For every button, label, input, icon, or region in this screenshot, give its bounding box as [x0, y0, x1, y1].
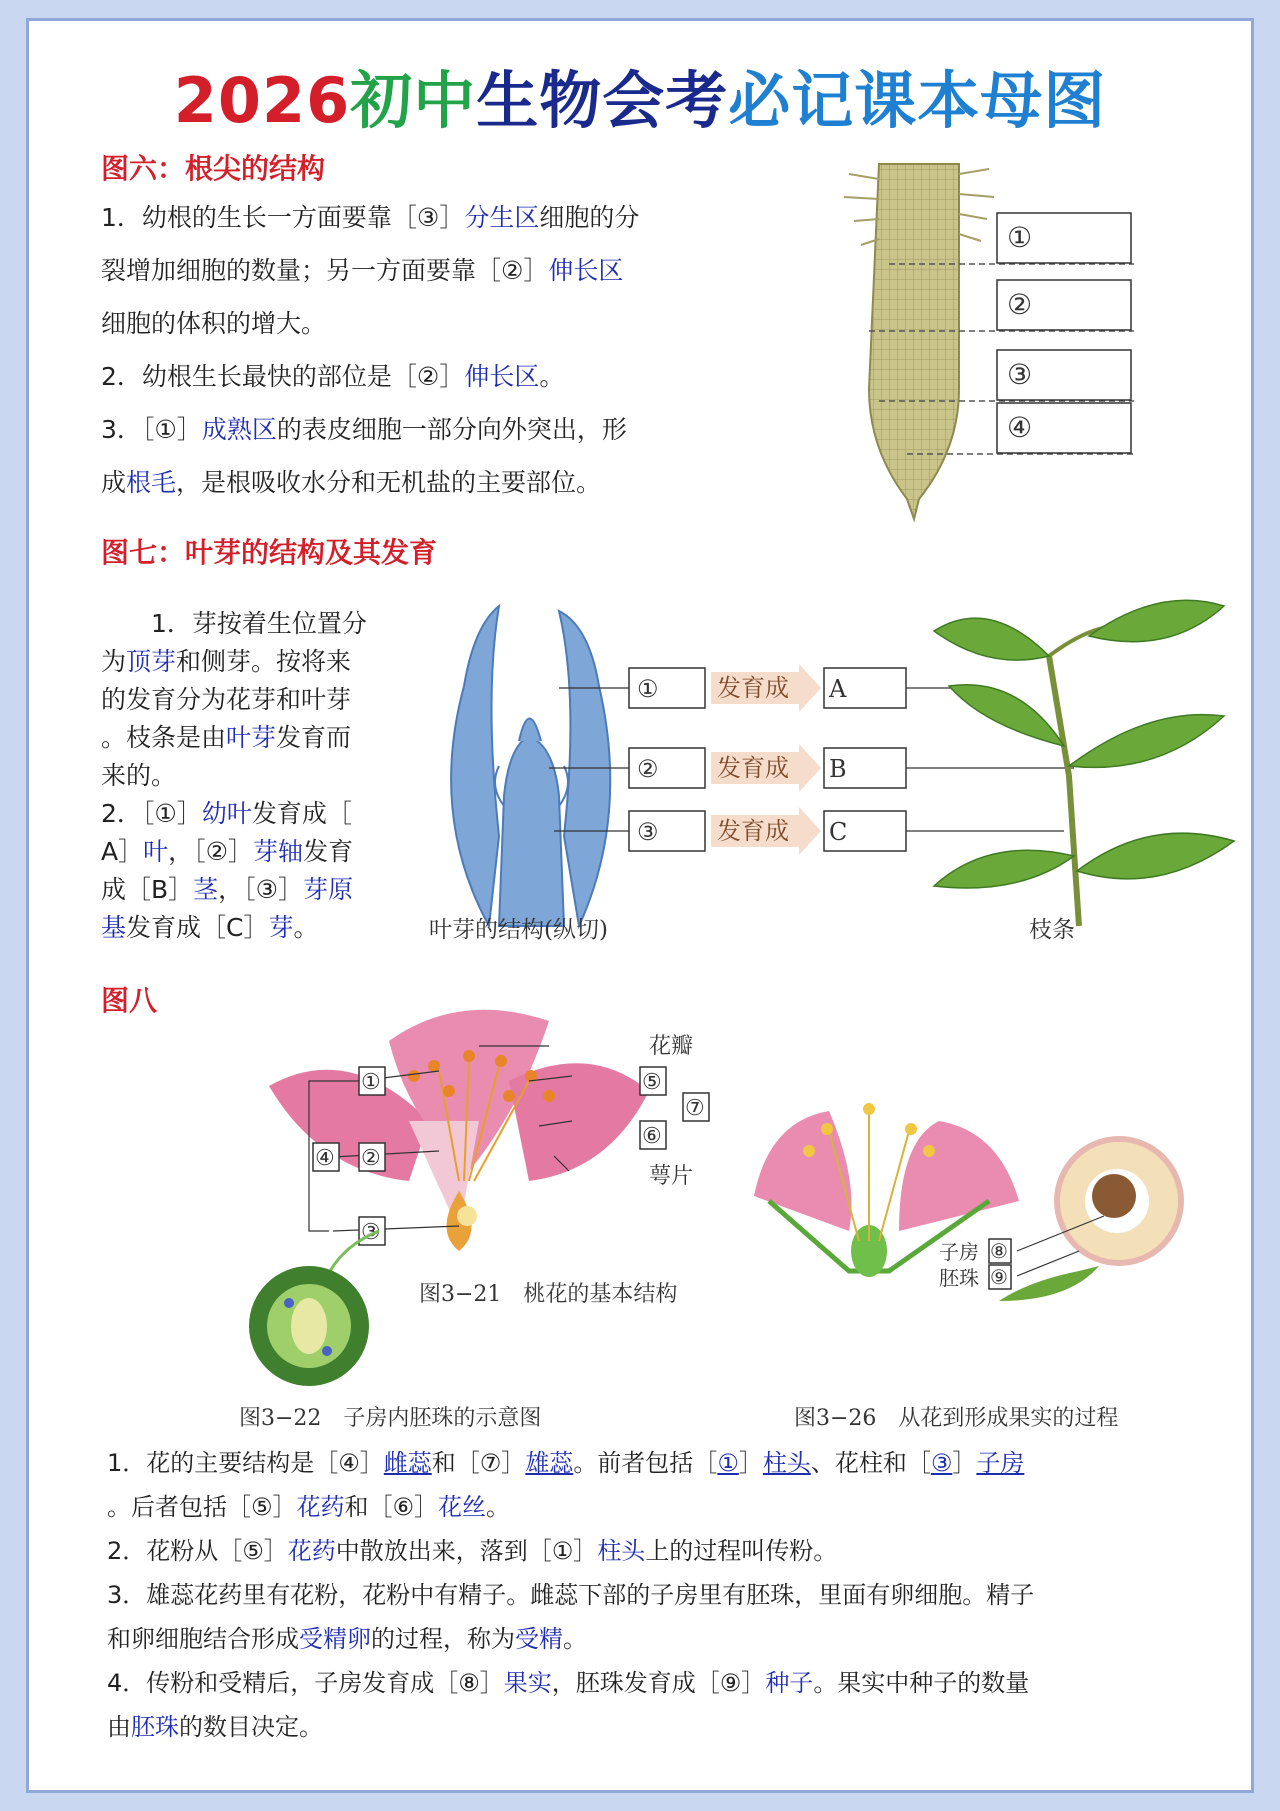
ovule-label: 胚珠 — [939, 1266, 979, 1290]
section8-text: 1．花的主要结构是［④］雌蕊和［⑦］雄蕊。前者包括［①］柱头、花柱和［③］子房 。后者包括［⑤］花药和［⑥］花丝。 2．花粉从［⑤］花药中散放出来，落到［①］柱头上的过程叫传粉。 3．雄蕊花药里有花粉，花粉中有精子。雌蕊下部的子房里有胚珠，里面有卵细胞。精子 和卵细胞结合形成受精卵的过程，称为受精。 4．传粉和受精后，子房发育成［⑧］果实，胚珠发育成［⑨］种子。果实中种子的数量 由胚珠的数目决定。 — [107, 1449, 1035, 1741]
root-tip-shape — [869, 164, 959, 519]
title-grade: 初中 — [350, 64, 477, 137]
section8-heading: 图八 — [101, 984, 158, 1017]
peach-flower — [269, 1010, 649, 1251]
flower-num-7: ⑦ — [685, 1096, 705, 1121]
bud-num-2: ② — [637, 755, 659, 783]
flower-num-2: ② — [361, 1146, 381, 1171]
target-b: B — [829, 755, 847, 783]
flower-num-1: ① — [361, 1070, 381, 1095]
label-3: ③ — [1007, 358, 1033, 391]
ovule-caption: 图3−22 子房内胚珠的示意图 — [239, 1406, 542, 1431]
leaf-bud-shape — [451, 606, 610, 926]
target-c: C — [829, 818, 848, 846]
ovule-diagram — [249, 1231, 379, 1386]
flower-num-3: ③ — [361, 1220, 381, 1245]
petal-label: 花瓣 — [649, 1034, 694, 1059]
fruit-caption: 图3−26 从花到形成果实的过程 — [794, 1406, 1119, 1431]
leaf-bud-diagram — [429, 596, 1249, 946]
page — [26, 18, 1254, 1793]
arrow-label-2: 发育成 — [717, 754, 789, 782]
section7-heading: 图七：叶芽的结构及其发育 — [101, 536, 438, 569]
target-a: A — [829, 675, 847, 703]
arrow-label-1: 发育成 — [717, 674, 789, 702]
branch-caption: 枝条 — [1029, 917, 1075, 943]
title-topic: 必记课本母图 — [728, 64, 1107, 137]
bud-num-1: ① — [637, 675, 659, 703]
num-9: ⑨ — [990, 1265, 1008, 1289]
section6-heading: 图六：根尖的结构 — [101, 152, 326, 185]
page-title — [29, 51, 1251, 140]
section6-text: 1．幼根的生长一方面要靠［③］分生区细胞的分 裂增加细胞的数量；另一方面要靠［②］伸长区 细胞的体积的增大。 2．幼根生长最快的部位是［②］伸长区。 3．［①］成熟区的表皮细胞一部分向外突出，形 成根毛，是根吸收水分和无机盐的主要部位。 — [101, 203, 640, 497]
label-4: ④ — [1007, 411, 1033, 444]
section7-text: 1．芽按着生位置分 为顶芽和侧芽。按将来 的发育分为花芽和叶芽 。枝条是由叶芽发育而 来的。 2．［①］幼叶发育成［ A］叶，［②］芽轴发育 成［B］茎，［③］芽原 基发育成［C］芽。 — [101, 609, 367, 942]
bud-num-3: ③ — [637, 818, 659, 846]
root-tip-diagram — [809, 149, 1189, 529]
flower-num-4: ④ — [315, 1146, 335, 1171]
flower-diagrams — [209, 1001, 1229, 1411]
num-8: ⑧ — [990, 1239, 1008, 1263]
ovary-label: 子房 — [939, 1240, 979, 1264]
peach-caption: 图3−21 桃花的基本结构 — [419, 1282, 678, 1307]
title-subject: 生物会考 — [476, 64, 729, 137]
leaf-bud-caption: 叶芽的结构(纵切) — [429, 917, 608, 943]
label-2: ② — [1007, 288, 1033, 321]
flower-num-6: ⑥ — [642, 1124, 662, 1149]
sepal-label: 萼片 — [649, 1164, 694, 1189]
label-1: ① — [1007, 221, 1033, 254]
flower-num-5: ⑤ — [642, 1070, 662, 1095]
arrow-label-3: 发育成 — [717, 817, 789, 845]
branch-drawing — [934, 600, 1234, 926]
title-year: 2026 — [173, 64, 351, 137]
